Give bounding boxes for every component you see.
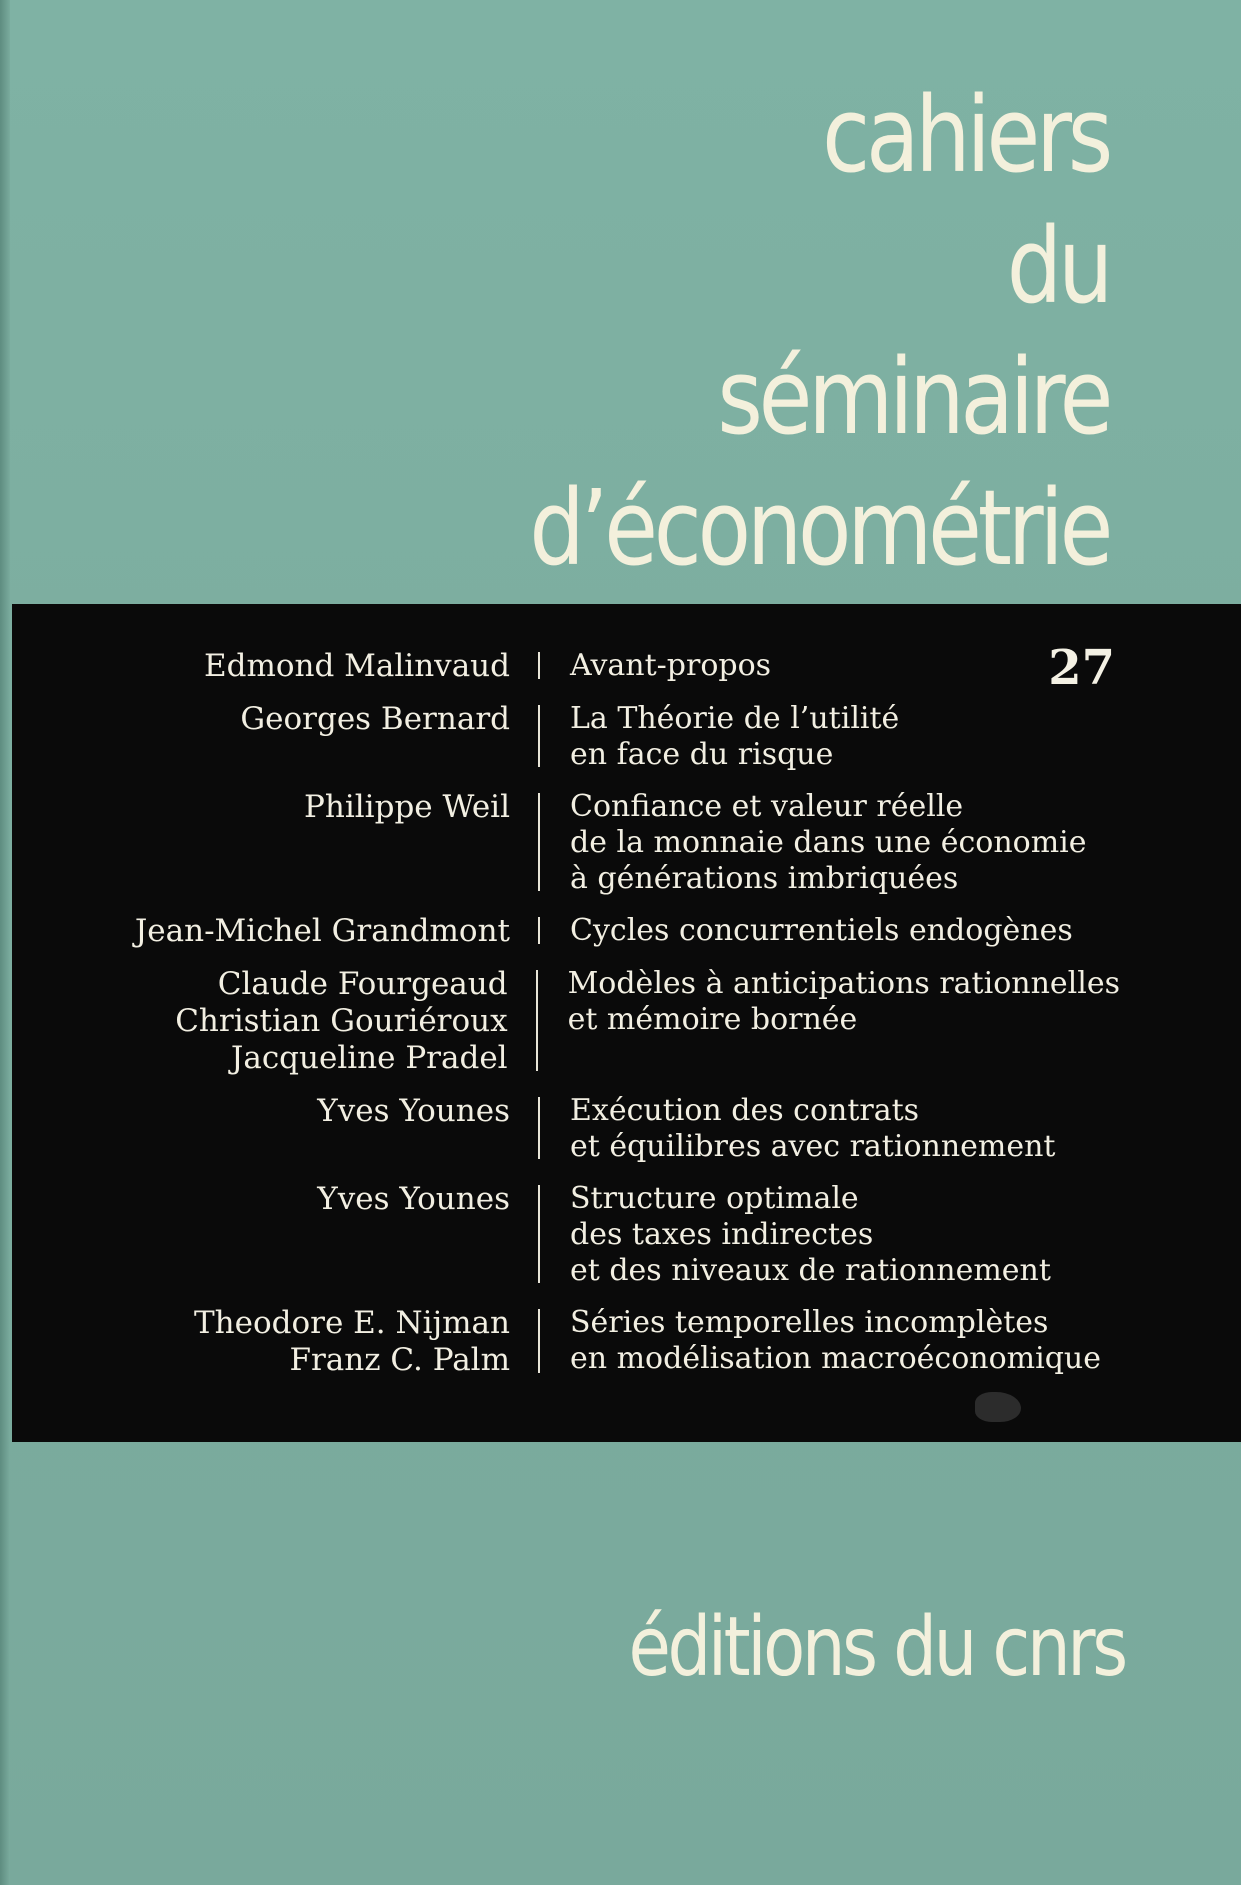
entry-authors xyxy=(120,648,538,685)
author-name: Edmond Malinvaud xyxy=(203,648,510,684)
title-text: de la monnaie dans une économie xyxy=(570,825,1087,860)
title-text: des taxes indirectes xyxy=(570,1217,874,1252)
entry-authors xyxy=(120,789,538,897)
title-text: Avant-propos xyxy=(570,648,772,683)
title-text: Structure optimale xyxy=(570,1181,859,1216)
title-text: à générations imbriquées xyxy=(570,861,959,896)
entry-authors xyxy=(120,966,536,1077)
toc-entry xyxy=(120,966,1120,1077)
issue-number: 27 xyxy=(1048,640,1115,696)
entry-title xyxy=(540,789,1087,897)
entry-authors xyxy=(120,1093,538,1165)
toc-entry xyxy=(120,648,1120,685)
entry-title xyxy=(540,1305,1101,1379)
entry-authors xyxy=(120,913,538,950)
entry-authors xyxy=(120,701,538,773)
toc-entry xyxy=(120,701,1120,773)
author-name: Jacqueline Pradel xyxy=(230,1040,508,1076)
author-name: Jean-Michel Grandmont xyxy=(134,913,510,949)
entry-title xyxy=(540,648,771,685)
title-text: en modélisation macroéconomique xyxy=(570,1341,1101,1376)
entry-authors xyxy=(120,1181,538,1289)
title-text: et équilibres avec rationnement xyxy=(570,1129,1056,1164)
author-name: Philippe Weil xyxy=(304,789,510,825)
title-text: Modèles à anticipations rationnelles xyxy=(567,966,1120,1001)
title-text: Cycles concurrentiels endogènes xyxy=(570,913,1073,948)
cover-spine-edge xyxy=(0,0,10,1885)
toc-entry xyxy=(120,1181,1120,1289)
title-line: séminaire xyxy=(717,336,1109,458)
ink-smudge xyxy=(975,1392,1021,1422)
author-name: Christian Gouriéroux xyxy=(175,1003,508,1039)
title-text: et mémoire bornée xyxy=(567,1002,858,1037)
title-line: du xyxy=(1006,205,1109,327)
title-line: cahiers xyxy=(822,74,1109,196)
title-text: et des niveaux de rationnement xyxy=(570,1253,1051,1288)
toc-entry xyxy=(120,913,1120,950)
author-name: Theodore E. Nijman xyxy=(193,1305,510,1341)
author-name: Georges Bernard xyxy=(240,701,510,737)
table-of-contents xyxy=(120,648,1120,1395)
title-text: en face du risque xyxy=(570,737,834,772)
author-name: Yves Younes xyxy=(317,1181,510,1217)
entry-title xyxy=(540,1181,1051,1289)
publisher-name: éditions du cnrs xyxy=(628,1600,1125,1695)
entry-title xyxy=(538,966,1120,1077)
entry-authors xyxy=(120,1305,538,1379)
entry-title xyxy=(540,1093,1055,1165)
title-text: Confiance et valeur réelle xyxy=(570,789,964,824)
title-text: La Théorie de l’utilité xyxy=(570,701,900,736)
entry-title xyxy=(540,913,1073,950)
title-line: d’économétrie xyxy=(529,467,1109,589)
journal-title xyxy=(529,70,1109,594)
title-text: Exécution des contrats xyxy=(570,1093,920,1128)
entry-title xyxy=(540,701,899,773)
toc-entry xyxy=(120,789,1120,897)
author-name: Claude Fourgeaud xyxy=(217,966,508,1002)
author-name: Yves Younes xyxy=(317,1093,510,1129)
title-text: Séries temporelles incomplètes xyxy=(570,1305,1049,1340)
author-name: Franz C. Palm xyxy=(289,1342,510,1378)
toc-entry xyxy=(120,1093,1120,1165)
toc-entry xyxy=(120,1305,1120,1379)
